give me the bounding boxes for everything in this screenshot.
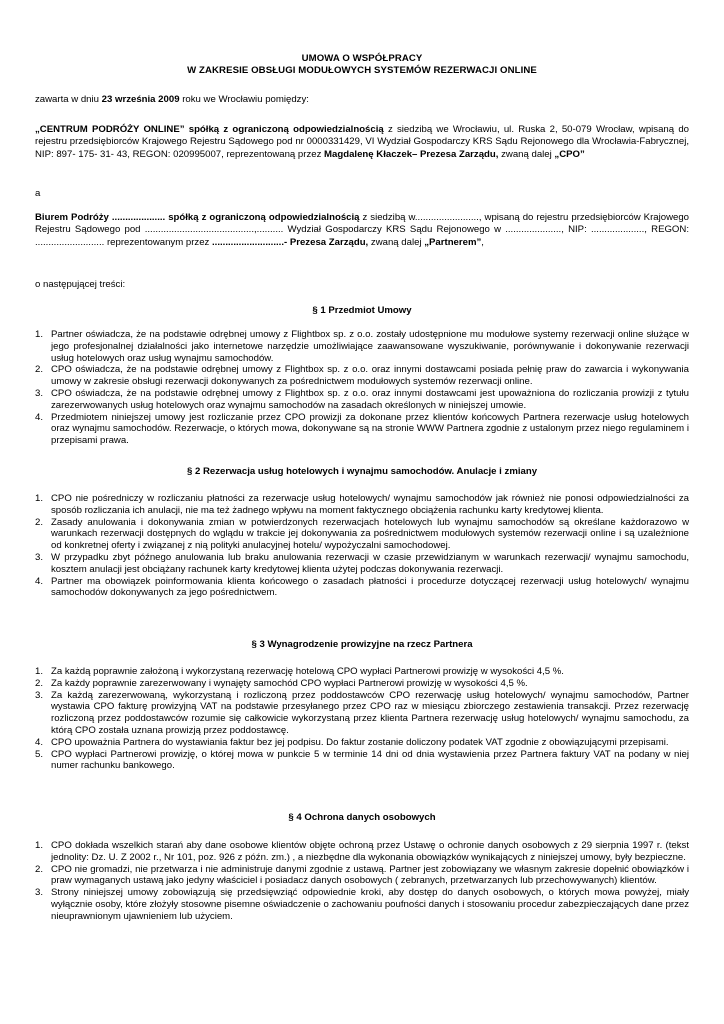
list-item (35, 840, 689, 864)
party2-paragraph (35, 212, 689, 249)
item-text: Zasady anulowania i dokonywania zmian w potwierdzonych rezerwacjach hotelowych lub wynajmu samochodów są określane każdorazowo w warunkach rezerwacji dostępnych do wglądu w trakcie jej dokonywania za pośrednictwem modułowych systemów rezerwacji online i są uzależnione od konkretnej oferty i związanej z nią polityki anulacyjnej hotelu/ wypożyczalni samochodowej. (51, 516, 689, 552)
list-item (35, 737, 689, 749)
item-number: 2. (35, 863, 44, 875)
item-number: 3. (35, 887, 44, 899)
list-item (35, 388, 689, 412)
party1-details: z siedzibą we Wrocławiu, ul. Ruska 2, 50-079 Wrocław, wpisaną do rejestru przedsiębiorców Krajowego Rejestru Sądowego pod nr 0000331429, VI Wydział Gospodarczy KRS Sądu Rejonowego dla Wrocławia-Fabrycznej, NIP: 897- 175- 31- 43, REGON: 020995007, reprezentowaną przez (35, 124, 689, 160)
list-item (35, 864, 689, 888)
item-number: 4. (35, 411, 44, 423)
item-text: CPO wypłaci Partnerowi prowizję, o której mowa w punkcie 5 w terminie 14 dni od dnia wystawienia przez Partnera faktury VAT na podany w niej numer rachunku bankowego. (51, 748, 689, 772)
item-text: CPO oświadcza, że na podstawie odrębnej umowy z Flightbox sp. z o.o. oraz innymi dostawcami posiada pełnię praw do zawarcia i wykonywania umowy w zakresie obsługi rezerwacji dokonywanych za pośrednictwem modułowych systemów rezerwacji online. (51, 364, 689, 388)
list-item (35, 887, 689, 922)
item-text: CPO nie gromadzi, nie przetwarza i nie administruje danymi zgodnie z ustawą. Partner jest zobowiązany we własnym zakresie dopełnić obowiązków i praw wymaganych ustawą jako jedyny właściciel i posiadacz danych osobowych ( zebranych, przetwarzanych lub przechowywanych) klientów. (51, 863, 689, 887)
item-text: Przedmiotem niniejszej umowy jest rozliczanie przez CPO prowizji za dokonane przez klientów końcowych Partnera rezerwacje usług hotelowych oraz wynajmu samochodów. Rezerwacje, o których mowa, dokonywane są na stronie WWW Partnera zgodnie z ustalonym przez niego regulaminem i przepisami prawa. (51, 411, 689, 447)
section-3-heading: § 3 Wynagrodzenie prowizyjne na rzecz Partnera (251, 639, 473, 650)
party1-representative: Magdalenę Kłaczek– Prezesa Zarządu, (324, 148, 499, 160)
party2-called: zwaną dalej (368, 236, 425, 248)
list-item (35, 329, 689, 364)
document-title-line1: UMOWA O WSPÓŁPRACY (301, 53, 423, 64)
item-number: 1. (35, 840, 44, 851)
list-item (35, 552, 689, 576)
item-text: CPO dokłada wszelkich starań aby dane osobowe klientów objęte ochroną przez Ustawę o ochronie danych osobowych z 29 sierpnia 1997 r. (tekst jednolity: Dz. U. Z 2002 r., Nr 101, poz. 926 z późn. zm.) , a niezbędne dla wykonania obowiązków wynikających z niniejszej umowy, były bezpieczne. (51, 840, 689, 863)
item-text: CPO nie pośredniczy w rozliczaniu płatności za rezerwacje usług hotelowych/ wynajmu samochodów jak również nie ponosi odpowiedzialności za sposób rozliczania ich anulacji, nie ma też żadnego wpływu na moment faktycznego obciążenia rachunku karty kredytowej klienta. (51, 493, 689, 516)
list-item (35, 690, 689, 737)
item-number: 5. (35, 748, 44, 760)
section-2-list (35, 493, 689, 599)
intro-pre: zawarta w dniu (35, 94, 102, 105)
intro-paragraph (35, 94, 689, 106)
item-text: Strony niniejszej umowy zobowiązują się przedsięwziąć odpowiednie kroki, aby dostęp do danych osobowych, o których mowa powyżej, miały wyłącznie osoby, które złożyły stosowne pisemne oświadczenie o zachowaniu poufności danych i stosowaniu procedur zabezpieczających dane przez nieuprawnionym ujawnieniem lub użyciem. (51, 887, 689, 922)
list-item (35, 678, 689, 690)
item-number: 1. (35, 329, 44, 340)
item-number: 1. (35, 493, 44, 504)
section-4-heading: § 4 Ochrona danych osobowych (288, 812, 436, 823)
section-2-heading: § 2 Rezerwacja usług hotelowych i wynajmu samochodów. Anulacje i zmiany (186, 466, 538, 477)
item-text: W przypadku zbyt późnego anulowania lub braku anulowania rezerwacji w czasie przewidzianym w warunkach rezerwacji/ wynajmu samochodu, kosztem anulacji jest obciążany rachunek karty kredytowej klienta użytej podczas dokonywania rezerwacji. (51, 551, 689, 575)
party2-end: , (481, 236, 484, 248)
list-item (35, 364, 689, 388)
party1-name: „CENTRUM PODRÓŻY ONLINE” spółką z ograniczoną odpowiedzialnością (35, 124, 384, 135)
item-text: Za każdą poprawnie założoną i wykorzystaną rezerwację hotelową CPO wypłaci Partnerowi prowizję w wysokości 4,5 %. (51, 666, 564, 677)
list-item (35, 517, 689, 552)
party2-representative: ...........................- Prezesa Zarządu, (212, 236, 369, 248)
list-item (35, 576, 689, 600)
item-number: 3. (35, 689, 44, 701)
item-number: 2. (35, 677, 44, 689)
list-item (35, 666, 689, 678)
item-number: 4. (35, 736, 44, 748)
item-number: 2. (35, 364, 44, 376)
section-1-heading: § 1 Przedmiot Umowy (312, 305, 412, 316)
document-title-line2: W ZAKRESIE OBSŁUGI MODUŁOWYCH SYSTEMÓW REZERWACJI ONLINE (187, 65, 537, 76)
item-text: CPO oświadcza, że na podstawie odrębnej umowy z Flightbox sp. z o.o. oraz innymi dostawcami jest upoważniona do rozliczania prowizji z tytułu zarezerwowanych usług hotelowych oraz wynajmu samochodów na zasadach określonych w niniejszej umowie. (51, 387, 689, 411)
section-3-list (35, 666, 689, 772)
item-text: Partner oświadcza, że na podstawie odrębnej umowy z Flightbox sp. z o.o. zostały udostępnione mu modułowe systemy rezerwacji online służące w jego profesjonalnej działalności jako internetowe narzędzie umożliwiające zaawansowane wyszukiwanie, porównywanie i dokonywanie rezerwacji usług hotelowych oraz usług wynajmu samochodów. (51, 329, 689, 364)
section-1-list (35, 329, 689, 447)
item-text: Za każdy poprawnie zarezerwowany i wynajęty samochód CPO wypłaci Partnerowi prowizję w wysokości 4,5 %. (51, 677, 528, 689)
intro-post: roku we Wrocławiu pomiędzy: (179, 94, 309, 105)
section-4-list (35, 840, 689, 923)
list-item (35, 412, 689, 447)
contract-date: 23 września 2009 (101, 94, 180, 105)
list-item (35, 749, 689, 773)
conjunction-a: a (35, 188, 41, 199)
item-text: CPO upoważnia Partnera do wystawiania faktur bez jej podpisu. Do faktur zostanie doliczony podatek VAT zgodnie z obowiązującymi przepisami. (51, 736, 669, 748)
item-number: 2. (35, 516, 44, 528)
following-text: o następującej treści: (35, 279, 126, 290)
party1-called: zwaną dalej (498, 148, 555, 160)
item-number: 3. (35, 551, 44, 563)
party2-details: z siedzibą w........................, wpisaną do rejestru przedsiębiorców Krajowego Rejestru Sądowego pod .........................................,.......... Wydział Gospodarczy KRS Sądu Rejonowego w ....................., NIP: ...................., REGON: .......................... reprezentowanym przez (35, 212, 690, 248)
item-text: Za każdą zarezerwowaną, wykorzystaną i rozliczoną przez poddostawców CPO rezerwację usług hotelowych/ wynajmu samochodów, Partner wystawia CPO fakturę prowizyjną VAT na podstawie przesyłanego przez CPO raz w miesiącu zbiorczego zestawienia transakcji. Przez rezerwację rozliczoną przez poddostawców rozumie się całkowicie wykorzystaną przez klienta Partnera rezerwację usług hotelowych/ wynajmu samochodu, za którą CPO została uznana prowizją przez poddostawcę. (51, 689, 689, 736)
party1-alias: „CPO” (554, 148, 585, 160)
party2-alias: „Partnerem” (424, 236, 482, 248)
item-number: 4. (35, 575, 44, 587)
party2-name: Biurem Podróży .................... spółką z ograniczoną odpowiedzialnością (35, 212, 360, 223)
item-number: 3. (35, 387, 44, 399)
item-number: 1. (35, 666, 44, 677)
list-item (35, 493, 689, 517)
party1-paragraph (35, 124, 689, 161)
item-text: Partner ma obowiązek poinformowania klienta końcowego o zasadach płatności i procedurze dotyczącej rezerwacji usług hotelowych/ wynajmu samochodów dokonywanych za jego pośrednictwem. (51, 575, 689, 599)
